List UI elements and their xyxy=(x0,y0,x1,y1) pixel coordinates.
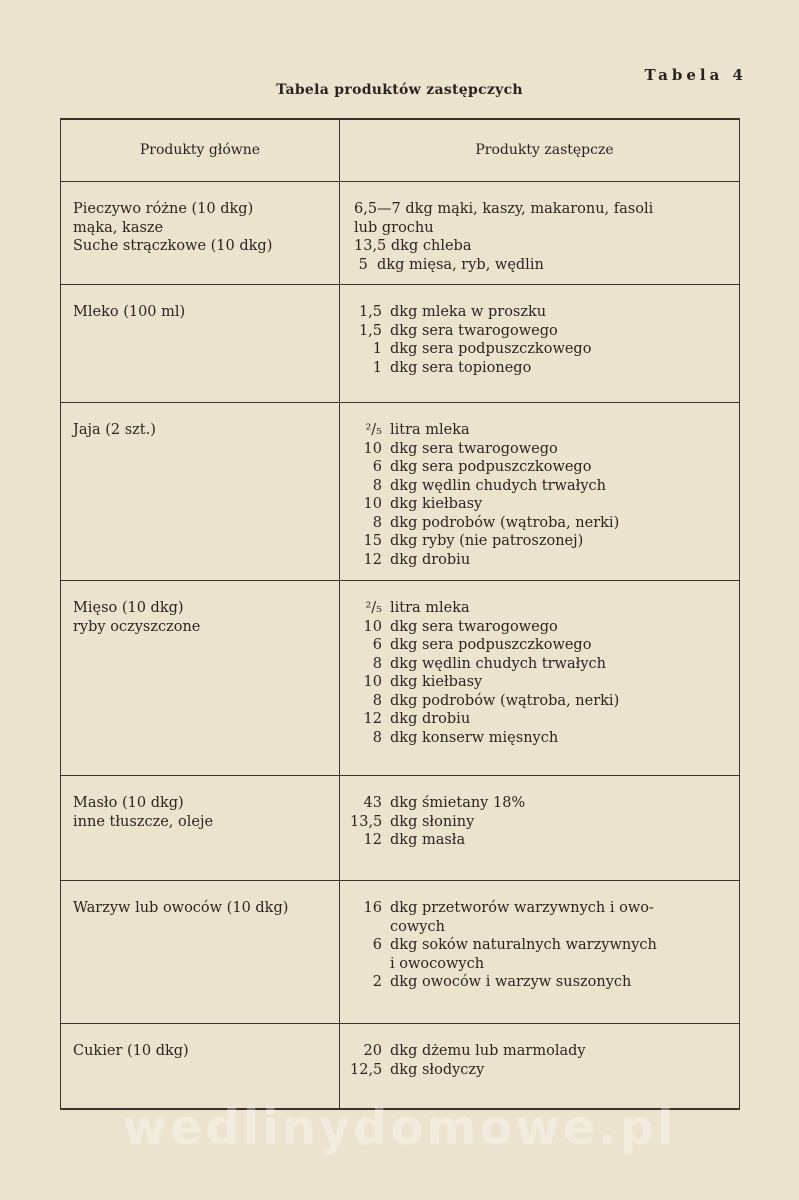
substitute-quantity: 2 xyxy=(372,974,382,990)
substitute-line xyxy=(350,936,739,955)
substitute-text: 13,5 dkg chleba xyxy=(354,238,472,254)
substitute-product-cell xyxy=(340,182,739,284)
table-row xyxy=(61,403,739,581)
substitute-quantity: 20 xyxy=(363,1043,382,1059)
substitute-quantity: 16 xyxy=(363,900,382,916)
substitute-line xyxy=(350,219,739,238)
main-product-line: Suche strączkowe (10 dkg) xyxy=(73,238,273,254)
substitute-quantity: ²/₅ xyxy=(365,422,382,438)
substitute-line xyxy=(350,729,739,748)
substitute-line xyxy=(350,514,739,533)
substitute-quantity: 10 xyxy=(363,618,382,635)
substitute-product-cell xyxy=(340,881,739,1023)
substitute-line xyxy=(350,655,739,674)
substitute-line xyxy=(350,955,739,974)
substitute-text: dkg sera topionego xyxy=(390,359,532,376)
substitute-quantity: 10 xyxy=(363,496,382,512)
substitute-line xyxy=(350,636,739,655)
substitute-product-cell xyxy=(340,403,739,580)
substitute-text: dkg masła xyxy=(390,832,466,848)
substitute-line xyxy=(350,692,739,711)
substitute-quantity: 10 xyxy=(363,440,382,457)
substitute-line xyxy=(350,303,739,322)
substitute-line xyxy=(350,200,739,219)
substitute-text: dkg kiełbasy xyxy=(390,674,483,690)
substitute-text: cowych xyxy=(390,918,445,935)
main-product-cell xyxy=(61,776,340,880)
substitute-line xyxy=(350,918,739,937)
substitute-text: dkg sera podpuszczkowego xyxy=(390,459,592,475)
substitute-quantity: 1 xyxy=(372,359,382,376)
substitute-quantity: 6 xyxy=(372,937,382,953)
substitute-text: dkg mleka w proszku xyxy=(390,304,547,320)
main-product-line: Jaja (2 szt.) xyxy=(73,422,156,438)
substitute-line xyxy=(350,340,739,359)
substitute-text: dkg podrobów (wątroba, nerki) xyxy=(390,692,620,709)
substitute-text: dkg soków naturalnych warzywnych xyxy=(390,937,657,953)
main-product-line: Warzyw lub owoców (10 dkg) xyxy=(73,900,289,916)
main-product-line: Mięso (10 dkg) xyxy=(73,600,184,616)
main-product-line: Pieczywo różne (10 dkg) xyxy=(73,201,254,217)
substitute-text: dkg drobiu xyxy=(390,711,471,727)
substitute-line xyxy=(350,899,739,918)
substitute-quantity: 12 xyxy=(363,551,382,568)
substitute-text: dkg sera twarogowego xyxy=(390,618,558,635)
substitute-text: litra mleka xyxy=(390,600,470,616)
substitute-text: dkg śmietany 18% xyxy=(390,795,526,811)
substitute-line xyxy=(350,1061,739,1080)
substitute-text: dkg ryby (nie patroszonej) xyxy=(390,533,584,549)
substitute-quantity: 8 xyxy=(372,477,382,494)
substitute-quantity: 6 xyxy=(372,637,382,653)
table-row xyxy=(61,581,739,776)
substitute-line xyxy=(350,973,739,992)
substitute-line xyxy=(350,710,739,729)
main-product-line: inne tłuszcze, oleje xyxy=(73,813,214,830)
main-product-cell xyxy=(61,1024,340,1108)
substitute-line xyxy=(350,477,739,496)
substitute-quantity: 13,5 xyxy=(350,813,383,830)
substitute-line xyxy=(350,359,739,378)
substitute-product-cell xyxy=(340,776,739,880)
substitute-quantity: 1,5 xyxy=(358,322,382,339)
substitute-quantity: 10 xyxy=(363,674,382,690)
table-row xyxy=(61,182,739,285)
substitute-text: dkg konserw mięsnych xyxy=(390,729,559,746)
table-row xyxy=(61,1024,739,1108)
main-product-line: mąka, kasze xyxy=(73,219,164,236)
substitute-quantity xyxy=(350,955,390,974)
main-product-cell xyxy=(61,182,340,284)
table-row xyxy=(61,285,739,403)
substitute-text: dkg sera twarogowego xyxy=(390,440,558,457)
substitute-quantity: 12 xyxy=(363,711,382,727)
substitute-quantity: 8 xyxy=(372,514,382,531)
substitute-quantity xyxy=(350,918,390,937)
substitute-line xyxy=(350,495,739,514)
main-product-line: Cukier (10 dkg) xyxy=(73,1043,189,1059)
table-number-label: Tabela 4 xyxy=(644,66,747,84)
header-main-products: Produkty główne xyxy=(61,120,340,181)
main-product-cell xyxy=(61,285,340,402)
substitute-text: dkg wędlin chudych trwałych xyxy=(390,477,606,494)
substitute-quantity: 12,5 xyxy=(350,1061,383,1078)
substitute-text: i owocowych xyxy=(390,955,485,972)
watermark: wedlinydomowe.pl xyxy=(122,1100,677,1156)
table-row xyxy=(61,776,739,881)
substitute-text: dkg sera podpuszczkowego xyxy=(390,637,592,653)
substitute-line xyxy=(350,440,739,459)
substitute-text: dkg drobiu xyxy=(390,551,471,568)
substitute-text: dkg dżemu lub marmolady xyxy=(390,1043,586,1059)
main-product-line: Masło (10 dkg) xyxy=(73,795,184,811)
substitute-line xyxy=(350,831,739,850)
page-title: Tabela produktów zastępczych xyxy=(276,82,523,98)
substitute-quantity: 12 xyxy=(363,832,382,848)
substitute-text: litra mleka xyxy=(390,422,470,438)
substitute-text: dkg podrobów (wątroba, nerki) xyxy=(390,514,620,531)
substitute-text: dkg owoców i warzyw suszonych xyxy=(390,974,632,990)
substitute-line xyxy=(350,618,739,637)
substitute-line xyxy=(350,421,739,440)
substitute-quantity: 8 xyxy=(372,655,382,672)
main-product-cell xyxy=(61,881,340,1023)
table-header-row xyxy=(61,120,739,182)
substitute-quantity: 1,5 xyxy=(358,304,382,320)
main-product-line: Mleko (100 ml) xyxy=(73,304,186,320)
substitute-quantity: 6 xyxy=(372,459,382,475)
substitute-text: dkg wędlin chudych trwałych xyxy=(390,655,606,672)
substitute-line xyxy=(350,551,739,570)
substitute-text: 5 dkg mięsa, ryb, wędlin xyxy=(354,256,544,273)
substitute-products-table xyxy=(60,118,740,1110)
substitute-quantity: 8 xyxy=(372,729,382,746)
substitute-quantity: 1 xyxy=(372,341,382,357)
substitute-line xyxy=(350,458,739,477)
substitute-line xyxy=(350,794,739,813)
substitute-quantity: 8 xyxy=(372,692,382,709)
substitute-product-cell xyxy=(340,1024,739,1108)
header-substitute-products: Produkty zastępcze xyxy=(475,142,614,158)
substitute-line xyxy=(350,599,739,618)
substitute-text: dkg kiełbasy xyxy=(390,496,483,512)
substitute-text: 6,5—7 dkg mąki, kaszy, makaronu, fasoli xyxy=(354,201,654,217)
substitute-quantity: 15 xyxy=(363,533,382,549)
substitute-text: dkg słoniny xyxy=(390,813,475,830)
substitute-line xyxy=(350,673,739,692)
substitute-line xyxy=(350,322,739,341)
substitute-line xyxy=(350,256,739,275)
substitute-product-cell xyxy=(340,581,739,775)
substitute-text: dkg sera twarogowego xyxy=(390,322,558,339)
substitute-text: dkg przetworów warzywnych i owo- xyxy=(390,900,654,916)
main-product-line: ryby oczyszczone xyxy=(73,618,201,635)
substitute-product-cell xyxy=(340,285,739,402)
substitute-line xyxy=(350,532,739,551)
main-product-cell xyxy=(61,581,340,775)
substitute-line xyxy=(350,237,739,256)
substitute-line xyxy=(350,1042,739,1061)
substitute-quantity: ²/₅ xyxy=(365,600,382,616)
substitute-text: dkg sera podpuszczkowego xyxy=(390,341,592,357)
table-row xyxy=(61,881,739,1024)
substitute-text: lub grochu xyxy=(354,219,434,236)
substitute-quantity: 43 xyxy=(363,795,382,811)
main-product-cell xyxy=(61,403,340,580)
substitute-line xyxy=(350,813,739,832)
substitute-text: dkg słodyczy xyxy=(390,1061,485,1078)
